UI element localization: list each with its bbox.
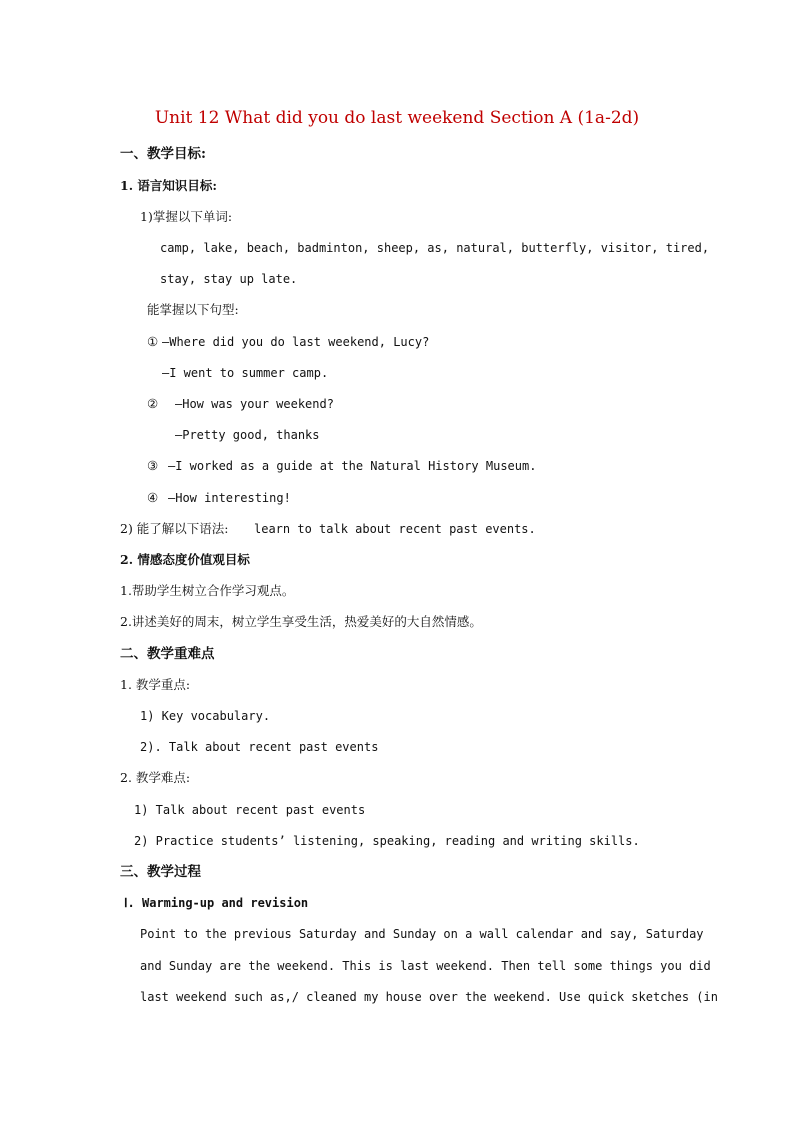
subheading-key-points: 1. 教学重点: (120, 677, 191, 692)
subheading-emotion-goals: 2. 情感态度价值观目标 (120, 552, 250, 567)
patterns-intro: 能掌握以下句型: (147, 302, 239, 317)
pattern-2-answer: —Pretty good, thanks (175, 428, 320, 442)
pattern-3-marker: ③ (147, 458, 159, 473)
pattern-1-question: —Where did you do last weekend, Lucy? (162, 335, 430, 349)
pattern-2-question: —How was your weekend? (175, 397, 334, 411)
grammar-text: learn to talk about recent past events. (254, 522, 536, 536)
step-1-heading: Ⅰ. Warming-up and revision (124, 896, 309, 910)
emotion-goal-1: 1.帮助学生树立合作学习观点。 (120, 583, 295, 598)
subheading-difficulties: 2. 教学难点: (120, 770, 191, 785)
pattern-4-sentence: —How interesting! (168, 491, 291, 505)
pattern-1-answer: —I went to summer camp. (162, 366, 329, 380)
vocab-line-2: stay, stay up late. (160, 272, 298, 286)
section-heading-procedure: 三、教学过程 (120, 864, 201, 880)
section-heading-objectives: 一、教学目标: (120, 146, 206, 162)
paragraph-line-3: last weekend such as,/ cleaned my house over the weekend. Use quick sketches (in (140, 990, 718, 1004)
section-heading-key-points: 二、教学重难点 (120, 646, 215, 662)
emotion-goal-2: 2.讲述美好的周末，树立学生享受生活，热爱美好的大自然情感。 (120, 614, 482, 629)
vocab-line-1: camp, lake, beach, badminton, sheep, as, natural, butterfly, visitor, tired, (160, 241, 710, 255)
key-point-2: 2). Talk about recent past events (140, 740, 379, 754)
vocab-intro: 1)掌握以下单词: (140, 209, 233, 224)
pattern-3-sentence: —I worked as a guide at the Natural History Museum. (168, 459, 537, 473)
page-title: Unit 12 What did you do last weekend Section A (1a-2d) (154, 108, 640, 128)
subheading-language-goals: 1. 语言知识目标: (120, 178, 218, 193)
paragraph-line-2: and Sunday are the weekend. This is last weekend. Then tell some things you did (140, 959, 711, 973)
pattern-1-marker: ① (147, 334, 159, 349)
paragraph-line-1: Point to the previous Saturday and Sunday on a wall calendar and say, Saturday (140, 927, 704, 941)
difficulty-1: 1) Talk about recent past events (134, 803, 366, 817)
pattern-4-marker: ④ (147, 490, 159, 505)
key-point-1: 1) Key vocabulary. (140, 709, 271, 723)
difficulty-2: 2) Practice students’ listening, speaking, reading and writing skills. (134, 834, 640, 848)
grammar-label: 2) 能了解以下语法: (120, 521, 229, 536)
pattern-2-marker: ② (147, 396, 159, 411)
